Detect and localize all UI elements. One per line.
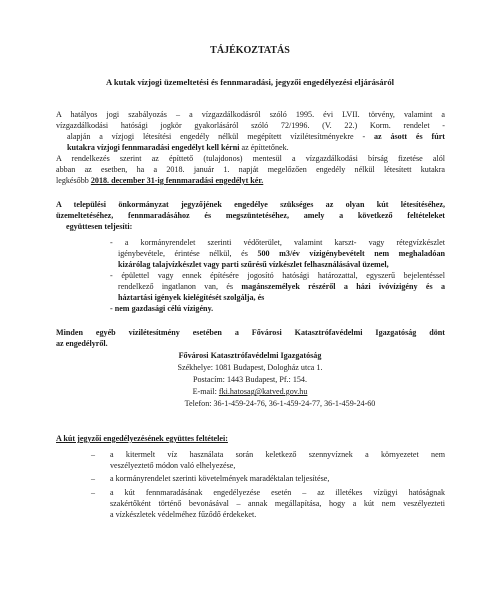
local-line: üzemeltetéséhez, fennmaradásához és megszüntetéséhez, amely a következő feltételeket bbox=[56, 211, 445, 220]
condition-line: veszélyeztető módon való elhelyezése, bbox=[110, 461, 236, 470]
local-bullet-line: rendelkező ingatlanon van, és magánszemélyek részéről a házi ivóvízigény és a bbox=[118, 282, 445, 291]
local-line: együttesen teljesíti: bbox=[66, 222, 133, 231]
intro-line: abban az esetben, ha a 2018. január 1. napját megelőzően engedély nélkül létesített kutakra bbox=[56, 165, 445, 174]
deadline-text: 2018. december 31-ig fennmaradási engedélyt kér. bbox=[90, 176, 264, 185]
bullet-dash-icon: – bbox=[91, 474, 95, 483]
condition-line: a kút fennmaradásának engedélyezése esetén – az illetékes vízügyi hatóságnak bbox=[110, 488, 445, 497]
intro-line: vízgazdálkodási hatósági jogkör gyakorlásáról szóló 72/1996. (V. 22.) Korm. rendelet - bbox=[56, 121, 445, 130]
email-link[interactable]: fki.hatosag@katved.gov.hu bbox=[218, 387, 308, 396]
condition-line: a kormányrendelet szerinti követelmények maradéktalan teljesítése, bbox=[110, 474, 330, 483]
local-bullet-line: - épülettel vagy ennek építésére jogosító hatósági határozattal, egyszerű bejelentéssel bbox=[110, 271, 445, 280]
local-bullet-line: - nem gazdasági célú vízigény. bbox=[110, 304, 214, 313]
local-bullet-line: igénybevétele, érintése nélkül, és 500 m3/év vízigénybevételt nem meghaladóan bbox=[118, 249, 445, 258]
local-bullet-line: - a kormányrendelet szerinti védőterület, valamint karszt- vagy rétegvízkészlet bbox=[110, 238, 445, 247]
local-bullet-line: háztartási igények kielégítését szolgálja, és bbox=[118, 293, 265, 302]
other-line: Minden egyéb vízilétesítmény esetében a Fővárosi Katasztrófavédelmi Igazgatóság dönt bbox=[56, 328, 445, 337]
other-line: az engedélyről. bbox=[56, 339, 108, 348]
authority-phone: Telefon: 36-1-459-24-76, 36-1-459-24-77, 36-1-459-24-60 bbox=[184, 399, 376, 408]
bullet-dash-icon: – bbox=[91, 488, 95, 497]
intro-line: alapján a vízjogi létesítési engedély nélkül megépített vízilétesítményekre - az ásott és fúrt bbox=[67, 132, 445, 141]
authority-email-line: E-mail: fki.hatosag@katved.gov.hu bbox=[192, 387, 308, 396]
local-bullet-line: kizárólag talajvízkészlet vagy parti szűrésű vízkészlet felhasználásával üzemel, bbox=[118, 260, 389, 269]
condition-line: a kitermelt víz használata során keletkező szennyvíznek a környezetet nem bbox=[110, 450, 445, 459]
intro-line: kutakra vízjogi fennmaradási engedélyt kell kérni az építtetőnek. bbox=[67, 143, 289, 152]
conditions-heading: A kút jegyzői engedélyezésének együttes feltételei: bbox=[56, 434, 228, 443]
condition-line: szakértőként történő bevonásával – annak megállapítása, hogy a kút nem veszélyezteti bbox=[110, 499, 445, 508]
condition-line: a vízkészletek védelméhez fűződő érdekeket. bbox=[110, 510, 257, 519]
local-line: A települési önkormányzat jegyzőjének engedélye szükséges az olyan kút létesítéséhez, bbox=[56, 200, 445, 209]
bullet-dash-icon: – bbox=[91, 450, 95, 459]
authority-address: Székhelye: 1081 Budapest, Dologház utca 1. bbox=[177, 363, 323, 372]
authority-name: Fővárosi Katasztrófavédelmi Igazgatóság bbox=[178, 351, 322, 360]
document-title: TÁJÉKOZTATÁS bbox=[210, 45, 290, 56]
intro-line: A rendelkezés szerint az építtető (tulajdonos) mentesül a vízgazdálkodási bírság fizetése alól bbox=[56, 154, 445, 163]
document-subtitle: A kutak vízjogi üzemeltetési és fennmaradási, jegyzői engedélyezési eljárásáról bbox=[105, 77, 395, 87]
intro-line: legkésőbb 2018. december 31-ig fennmaradási engedélyt kér. bbox=[56, 176, 264, 185]
authority-postal: Postacím: 1443 Budapest, Pf.: 154. bbox=[193, 375, 307, 384]
intro-line: A hatályos jogi szabályozás – a vízgazdálkodásról szóló 1995. évi LVII. törvény, valamint a bbox=[56, 110, 445, 119]
